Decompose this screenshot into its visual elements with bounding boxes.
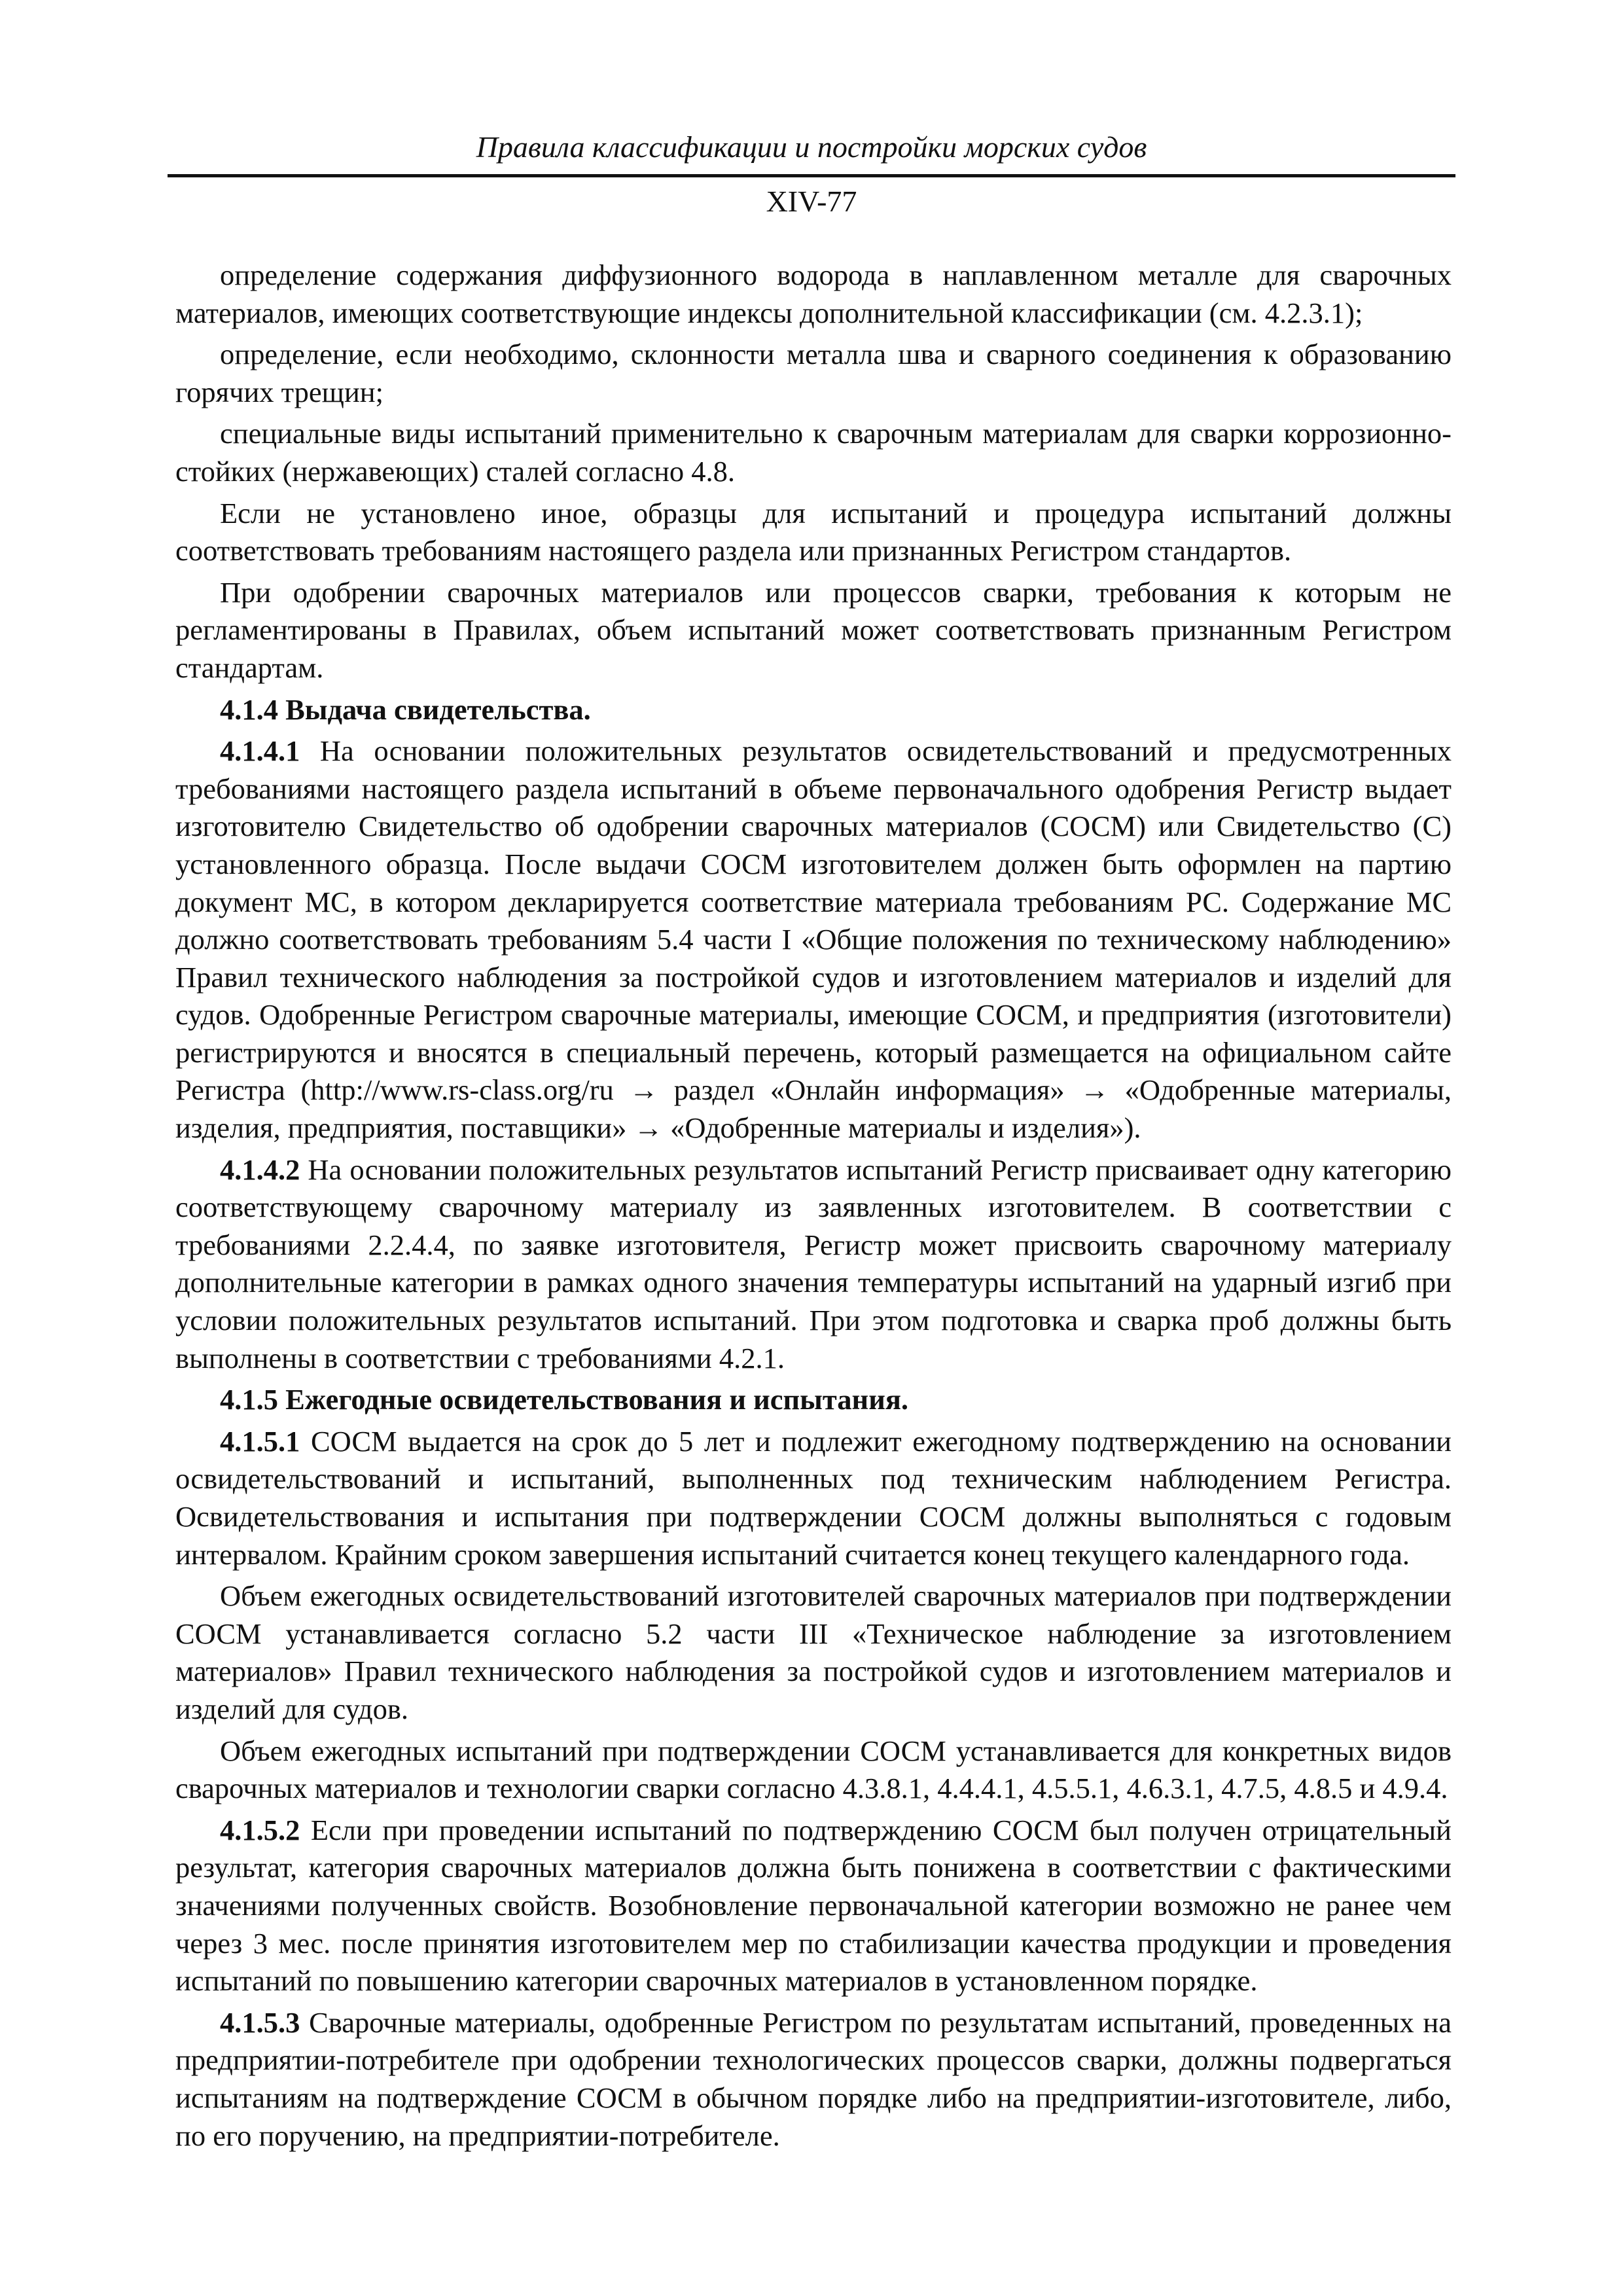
- paragraph: [175, 495, 1452, 570]
- paragraph: [175, 1732, 1452, 1808]
- paragraph-text: Если не установлено иное, образцы для испытаний и процедура испытаний должны соответствовать требованиям настоящего раздела или признанных Регистром стандартов.: [175, 496, 1452, 567]
- paragraph-text: Объем ежегодных освидетельствований изготовителей сварочных материалов при подтверждении СОСМ устанавливается согласно 5.2 части III «Техническое наблюдение за изготовлением материалов» Правил технического наблюдения за постройкой судов и изготовлением материалов и изделий для судов.: [175, 1579, 1452, 1725]
- paragraph-text: определение, если необходимо, склонности металла шва и сварного соединения к образованию горячих трещин;: [175, 338, 1452, 408]
- clause-4-1-5-1: [175, 1423, 1452, 1573]
- clause-number: 4.1.5.1: [220, 1424, 300, 1458]
- clause-text: Сварочные материалы, одобренные Регистром по результатам испытаний, проведенных на предприятии-потребителе при одобрении технологических процессов сварки, должны подвергаться испытаниям на подтверждение СОСМ в обычном порядке либо на предприятии-изготовителе, либо, по его поручению, на предприятии-потребителе.: [175, 2005, 1452, 2152]
- header-rule: [168, 174, 1455, 177]
- paragraph: [175, 415, 1452, 490]
- clause-4-1-5-3: [175, 2004, 1452, 2155]
- paragraph-text: Объем ежегодных испытаний при подтверждении СОСМ устанавливается для конкретных видов сварочных материалов и технологии сварки согласно 4.3.8.1, 4.4.4.1, 4.5.5.1, 4.6.3.1, 4.7.5, 4.8.5 и 4.9.4.: [175, 1734, 1452, 1805]
- paragraph-text: специальные виды испытаний применительно к сварочным материалам для сварки коррозионно-стойких (нержавеющих) сталей согласно 4.8.: [175, 417, 1452, 488]
- clause-text: Если при проведении испытаний по подтверждению СОСМ был получен отрицательный результат, категория сварочных материалов должна быть понижена в соответствии с фактическими значениями полученных свойств. Возобновление первоначальной категории возможно не ранее чем через 3 мес. после принятия изготовителем мер по стабилизации качества продукции и проведения испытаний по повышению категории сварочных материалов в установленном порядке.: [175, 1813, 1452, 1998]
- clause-4-1-4-2: [175, 1151, 1452, 1378]
- paragraph: [175, 336, 1452, 411]
- clause-text: СОСМ выдается на срок до 5 лет и подлежит ежегодному подтверждению на основании освидетельствований и испытаний, выполненных под техническим наблюдением Регистра. Освидетельствования и испытания при подтверждении СОСМ должны выполняться с годовым интервалом. Крайним сроком завершения испытаний считается конец текущего календарного года.: [175, 1424, 1452, 1571]
- clause-number: 4.1.5.2: [220, 1813, 300, 1846]
- clause-text: На основании положительных результатов испытаний Регистр присваивает одну категорию соответствующему сварочному материалу из заявленных изготовителем. В соответствии с требованиями 2.2.4.4, по заявке изготовителя, Регистр может присвоить сварочному материалу дополнительные категории в рамках одного значения температуры испытаний на ударный изгиб при условии положительных результатов испытаний. При этом подготовка и сварка проб должны быть выполнены в соответствии с требованиями 4.2.1.: [175, 1153, 1452, 1374]
- clause-number: 4.1.5.3: [220, 2005, 300, 2039]
- paragraph: [175, 257, 1452, 332]
- paragraph-text: определение содержания диффузионного водорода в наплавленном металле для сварочных материалов, имеющих соответствующие индексы дополнительной классификации (см. 4.2.3.1);: [175, 259, 1452, 329]
- section-heading-4-1-4: 4.1.4 Выдача свидетельства.: [220, 692, 591, 726]
- clause-number: 4.1.4.1: [220, 734, 300, 768]
- paragraph: [175, 574, 1452, 687]
- clause-number: 4.1.4.2: [220, 1153, 300, 1186]
- clause-4-1-4-1: [175, 732, 1452, 1147]
- clause-4-1-5-2: [175, 1812, 1452, 2000]
- running-title: Правила классификации и постройки морских судов: [476, 130, 1147, 164]
- clause-text: На основании положительных результатов освидетельствований и предусмотренных требованиями настоящего раздела испытаний в объеме первоначального одобрения Регистр выдает изготовителю Свидетельство об одобрении сварочных материалов (СОСМ) или Свидетельство (С) установленного образца. После выдачи СОСМ изготовителем должен быть оформлен на партию документ МС, в котором декларируется соответствие материала требованиям РС. Содержание МС должно соответствовать требованиям 5.4 части I «Общие положения по техническому наблюдению» Правил технического наблюдения за постройкой судов и изготовлением материалов и изделий для судов. Одобренные Регистром сварочные материалы, имеющие СОСМ, и предприятия (изготовители) регистрируются и вносятся в специальный перечень, который размещается на официальном сайте Регистра (http://www.rs-class.org/ru → раздел «Онлайн информация» → «Одобренные материалы, изделия, предприятия, поставщики» → «Одобренные материалы и изделия»).: [175, 734, 1452, 1145]
- paragraph-text: При одобрении сварочных материалов или процессов сварки, требования к которым не регламентированы в Правилах, объем испытаний может соответствовать признанным Регистром стандартам.: [175, 575, 1452, 684]
- page-number: XIV-77: [766, 185, 857, 218]
- paragraph: [175, 1577, 1452, 1728]
- body-text: [175, 257, 1452, 2159]
- section-heading-4-1-5: 4.1.5 Ежегодные освидетельствования и испытания.: [220, 1383, 909, 1416]
